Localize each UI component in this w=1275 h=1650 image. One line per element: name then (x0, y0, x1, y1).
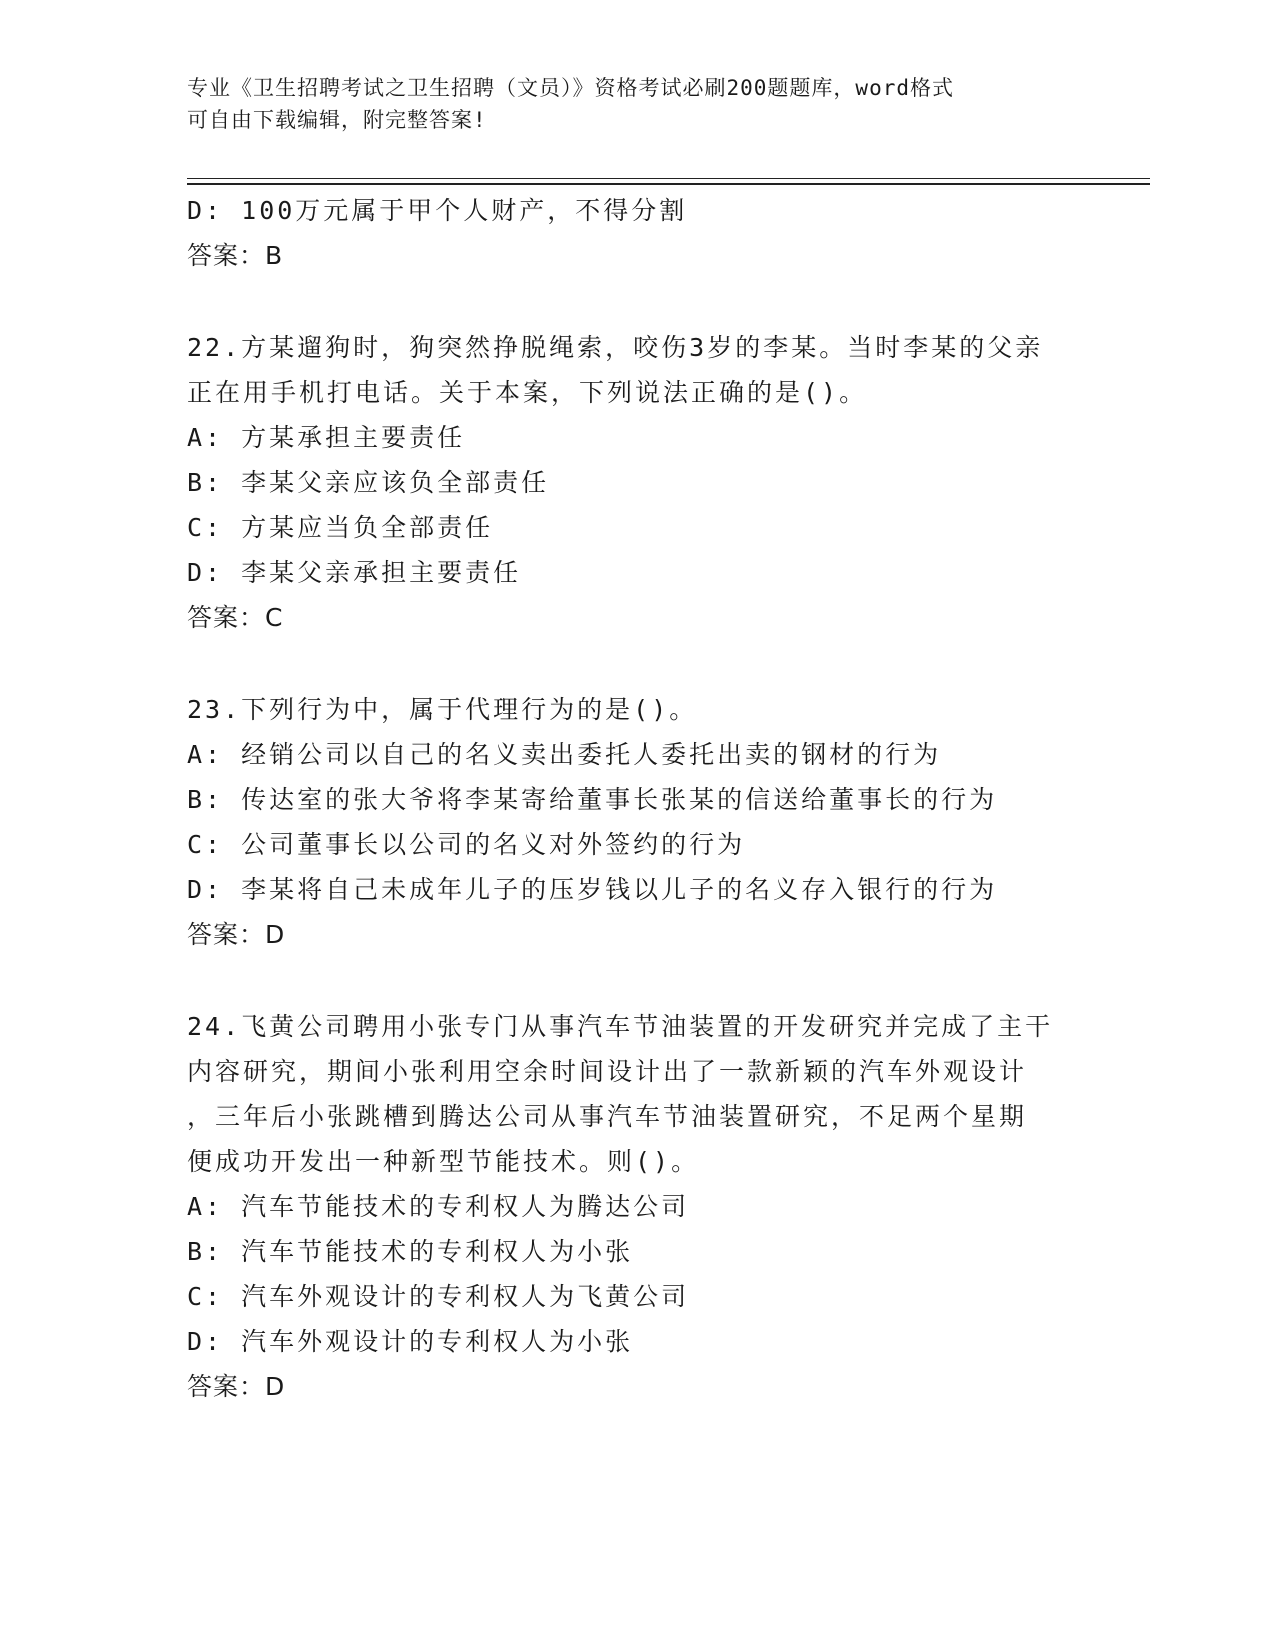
answer: 答案：D (187, 1372, 286, 1401)
previous-question-answer: 答案：B (187, 241, 284, 270)
question-stem-line: 24.飞黄公司聘用小张专门从事汽车节油装置的开发研究并完成了主干 (187, 1012, 1054, 1041)
previous-question-option-d: D: 100万元属于甲个人财产，不得分割 (187, 196, 688, 225)
option-c: C: 汽车外观设计的专利权人为飞黄公司 (187, 1282, 690, 1311)
option-c: C: 公司董事长以公司的名义对外签约的行为 (187, 830, 746, 859)
option-d: D: 汽车外观设计的专利权人为小张 (187, 1327, 634, 1356)
header-divider-thin (187, 178, 1150, 179)
option-b: B: 汽车节能技术的专利权人为小张 (187, 1237, 634, 1266)
question-stem-line: ，三年后小张跳槽到腾达公司从事汽车节油装置研究，不足两个星期 (187, 1102, 1028, 1131)
answer: 答案：D (187, 920, 286, 949)
question-22 (187, 325, 1087, 640)
option-b: B: 传达室的张大爷将李某寄给董事长张某的信送给董事长的行为 (187, 785, 998, 814)
question-23 (187, 687, 1087, 957)
header-title-line-2: 可自由下载编辑，附完整答案! (187, 108, 487, 132)
question-24 (187, 1004, 1087, 1409)
question-stem-line: 内容研究，期间小张利用空余时间设计出了一款新颖的汽车外观设计 (187, 1057, 1028, 1086)
question-list (187, 188, 1087, 1409)
question-stem-line: 23.下列行为中，属于代理行为的是()。 (187, 695, 698, 724)
document-header (187, 72, 1087, 136)
question-stem-line: 22.方某遛狗时，狗突然挣脱绳索，咬伤3岁的李某。当时李某的父亲 (187, 333, 1044, 362)
header-title-line-1: 专业《卫生招聘考试之卫生招聘（文员）》资格考试必刷200题题库，word格式 (187, 76, 954, 100)
option-d: D: 李某将自己未成年儿子的压岁钱以儿子的名义存入银行的行为 (187, 875, 998, 904)
question-stem-line: 正在用手机打电话。关于本案，下列说法正确的是()。 (187, 378, 868, 407)
option-a: A: 经销公司以自己的名义卖出委托人委托出卖的钢材的行为 (187, 740, 942, 769)
answer: 答案：C (187, 603, 284, 632)
option-a: A: 方某承担主要责任 (187, 423, 466, 452)
option-b: B: 李某父亲应该负全部责任 (187, 468, 550, 497)
option-a: A: 汽车节能技术的专利权人为腾达公司 (187, 1192, 690, 1221)
header-divider-thick (187, 183, 1150, 185)
option-d: D: 李某父亲承担主要责任 (187, 558, 522, 587)
option-c: C: 方某应当负全部责任 (187, 513, 494, 542)
question-stem-line: 便成功开发出一种新型节能技术。则()。 (187, 1147, 700, 1176)
